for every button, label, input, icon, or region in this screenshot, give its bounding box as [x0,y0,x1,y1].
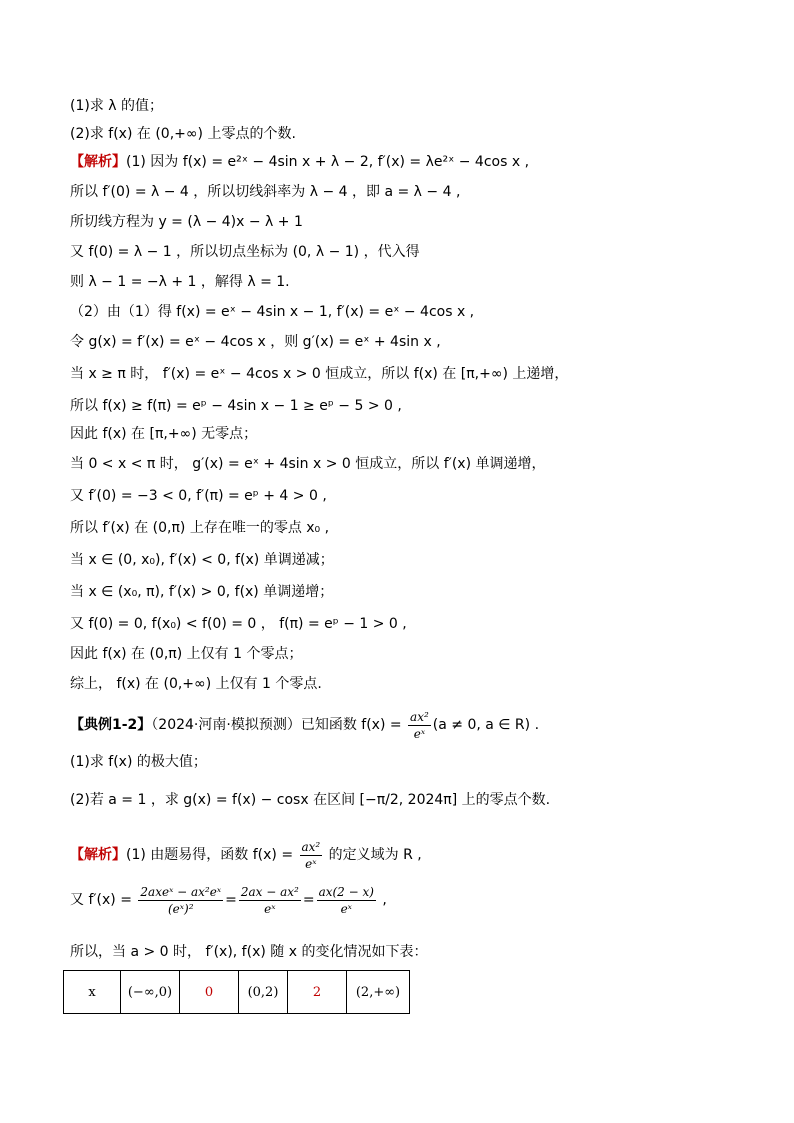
table-row [64,971,410,1014]
table-cell: (−∞,0) [121,971,180,1014]
solution-fraction-1: $\frac{\text{ax²}}{\text{eˣ}}$ [301,839,321,871]
example-fraction: $\frac{\text{ax²}}{\text{eˣ}}$ [410,709,429,741]
derivative-frac-3: $\frac{ax(2 - x)}{\text{eˣ}}$ [318,884,374,916]
solution-line-2: 又 f′(x) = $\frac{\text{2axeˣ − ax²eˣ}}{\text{(eˣ)²}}$ = $\frac{\text{2ax − ax²}}{\text{eˣ}}$ = $\frac{ax(2 - x)}{\text{eˣ}}$ , [70,884,387,916]
question-2: (2)若 a = 1 ，求 g(x) = f(x) − cosx 在区间 [−π/2, 2024π] 上的零点个数. [70,792,551,808]
line-3: 【解析】(1) 因为 f(x) = e²ˣ − 4sin x + λ − 2, f′(x) = λe²ˣ − 4cos x , [70,154,530,170]
line-2: (2)求 f(x) 在 (0,+∞) 上零点的个数. [70,126,296,142]
solution-line-3: 所以，当 a > 0 时， f′(x), f(x) 随 x 的变化情况如下表： [70,944,428,960]
line-15: 所以 f′(x) 在 (0,π) 上存在唯一的零点 x₀ , [70,520,330,536]
line-8: （2）由（1）得 f(x) = eˣ − 4sin x − 1, f′(x) = eˣ − 4cos x , [70,304,475,320]
line-19: 因此 f(x) 在 (0,π) 上仅有 1 个零点； [70,646,303,662]
derivative-frac-1: $\frac{\text{2axeˣ − ax²eˣ}}{\text{(eˣ)²}}$ [140,884,222,916]
example-tag: 【典例1-2】 [70,717,152,733]
table-cell: 2 [288,971,347,1014]
line-16: 当 x ∈ (0, x₀), f′(x) < 0, f(x) 单调递减； [70,552,334,568]
line-11: 所以 f(x) ≥ f(π) = eᵖ − 4sin x − 1 ≥ eᵖ − 5 > 0 , [70,398,402,414]
line-18: 又 f(0) = 0, f(x₀) < f(0) = 0 ， f(π) = eᵖ − 1 > 0 , [70,616,407,632]
line-17: 当 x ∈ (x₀, π), f′(x) > 0, f(x) 单调递增； [70,584,334,600]
variation-table [63,970,410,1014]
line-13: 当 0 < x < π 时， g′(x) = eˣ + 4sin x > 0 恒成立，所以 f′(x) 单调递增， [70,456,546,472]
line-20: 综上， f(x) 在 (0,+∞) 上仅有 1 个零点. [70,676,322,692]
line-12: 因此 f(x) 在 [π,+∞) 无零点； [70,426,258,442]
analysis-tag: 【解析】 [70,154,126,170]
line-5: 所切线方程为 y = (λ − 4)x − λ + 1 [70,214,303,230]
table-cell: (0,2) [239,971,288,1014]
line-1: (1)求 λ 的值； [70,98,164,114]
table-cell: (2,+∞) [347,971,410,1014]
example-header: 【典例1-2】（2024·河南·模拟预测）已知函数 f(x) = $\frac{\text{ax²}}{\text{eˣ}}$ (a ≠ 0, a ∈ R) . [70,709,540,741]
question-1: (1)求 f(x) 的极大值； [70,754,207,770]
line-10: 当 x ≥ π 时， f′(x) = eˣ − 4cos x > 0 恒成立，所以 f(x) 在 [π,+∞) 上递增， [70,366,569,382]
line-14: 又 f′(0) = −3 < 0, f′(π) = eᵖ + 4 > 0 , [70,488,327,504]
table-cell: x [64,971,121,1014]
line-6: 又 f(0) = λ − 1 ，所以切点坐标为 (0, λ − 1) ，代入得 [70,244,420,260]
analysis-tag-2: 【解析】 [70,847,126,863]
example-source: （2024·河南·模拟预测） [151,717,301,733]
derivative-frac-2: $\frac{\text{2ax − ax²}}{\text{eˣ}}$ [240,884,299,916]
line-4: 所以 f′(0) = λ − 4 ，所以切线斜率为 λ − 4 ，即 a = λ − 4 , [70,184,461,200]
line-9: 令 g(x) = f′(x) = eˣ − 4cos x ，则 g′(x) = eˣ + 4sin x , [70,334,441,350]
line-7: 则 λ − 1 = −λ + 1 ，解得 λ = 1. [70,274,290,290]
solution-line-1: 【解析】(1) 由题易得，函数 f(x) = $\frac{\text{ax²}}{\text{eˣ}}$ 的定义域为 R , [70,839,422,871]
table-cell: 0 [180,971,239,1014]
